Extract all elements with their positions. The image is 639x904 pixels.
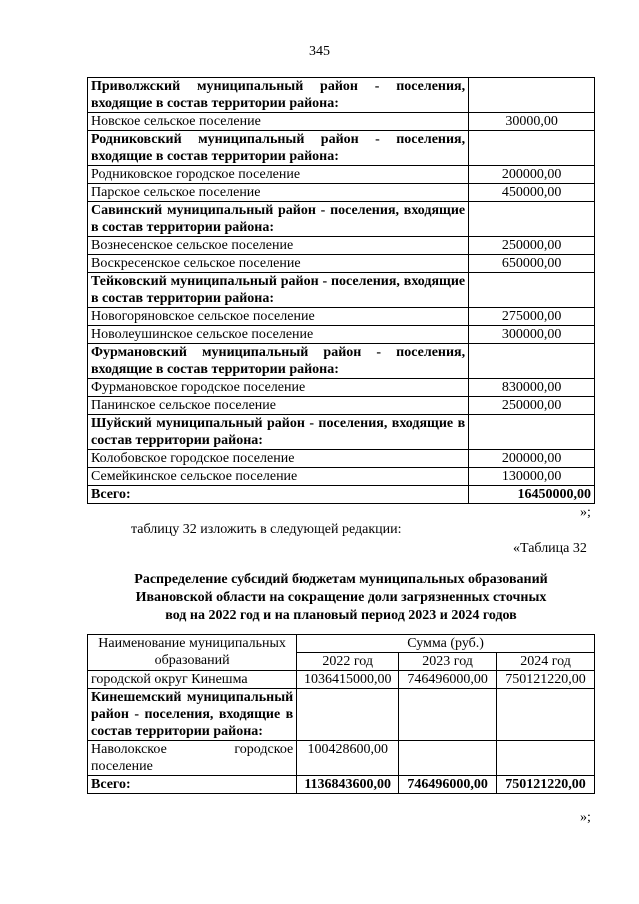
table-heading <box>87 571 595 625</box>
cell-name: Воскресенское сельское поселение <box>88 255 469 273</box>
heading-line: вод на 2022 год и на плановый период 2023 и 2024 годов <box>165 608 517 623</box>
cell-amount <box>469 78 595 113</box>
cell-name: Новское сельское поселение <box>88 113 469 131</box>
district-heading-row <box>88 415 595 450</box>
cell-name: Семейкинское сельское поселение <box>88 468 469 486</box>
cell-district-name: Родниковский муниципальный район - поселения, входящие в состав территории района: <box>88 131 469 166</box>
cell-amount <box>469 131 595 166</box>
heading-line: Ивановской области на сокращение доли загрязненных сточных <box>135 590 547 605</box>
cell-district-name: Тейковский муниципальный район - поселения, входящие в состав территории района: <box>88 273 469 308</box>
cell-name: Наволокское городское поселение <box>88 741 297 776</box>
cell-name: Фурмановское городское поселение <box>88 379 469 397</box>
closing-quote: »; <box>580 505 591 520</box>
cell-amount: 250000,00 <box>469 237 595 255</box>
cell-amount <box>469 415 595 450</box>
cell-amount: 200000,00 <box>469 450 595 468</box>
page-number: 345 <box>309 44 330 59</box>
cell-empty <box>399 689 497 741</box>
cell-district-name: Кинешемский муниципальный район - поселения, входящие в состав территории района: <box>88 689 297 741</box>
cell-name: городской округ Кинешма <box>88 671 297 689</box>
cell-value: 750121220,00 <box>497 671 595 689</box>
cell-value: 746496000,00 <box>399 671 497 689</box>
column-header-year: 2024 год <box>497 653 595 671</box>
cell-amount <box>469 202 595 237</box>
cell-total-value: 750121220,00 <box>497 776 595 794</box>
cell-amount: 450000,00 <box>469 184 595 202</box>
cell-name: Родниковское городское поселение <box>88 166 469 184</box>
table-row-total <box>88 486 595 504</box>
cell-name: Новогоряновское сельское поселение <box>88 308 469 326</box>
district-heading-row <box>88 202 595 237</box>
cell-amount: 650000,00 <box>469 255 595 273</box>
cell-district-name: Савинский муниципальный район - поселения, входящие в состав территории района: <box>88 202 469 237</box>
table-row <box>88 468 595 486</box>
table-row <box>88 237 595 255</box>
cell-total-value: 1136843600,00 <box>297 776 399 794</box>
cell-name: Колобовское городское поселение <box>88 450 469 468</box>
table-row <box>88 255 595 273</box>
instruction-text: таблицу 32 изложить в следующей редакции: <box>131 522 402 537</box>
cell-value: 1036415000,00 <box>297 671 399 689</box>
cell-empty <box>497 689 595 741</box>
cell-amount: 250000,00 <box>469 397 595 415</box>
subsidy-table-1 <box>87 77 595 504</box>
table-header-row <box>88 635 595 653</box>
cell-name: Новолеушинское сельское поселение <box>88 326 469 344</box>
cell-district-name: Фурмановский муниципальный район - поселения, входящие в состав территории района: <box>88 344 469 379</box>
cell-amount: 200000,00 <box>469 166 595 184</box>
heading-line: Распределение субсидий бюджетам муниципальных образований <box>134 572 548 587</box>
table-row <box>88 113 595 131</box>
cell-district-name: Приволжский муниципальный район - поселения, входящие в состав территории района: <box>88 78 469 113</box>
cell-value <box>399 741 497 776</box>
cell-value: 100428600,00 <box>297 741 399 776</box>
table-row <box>88 397 595 415</box>
table-row <box>88 166 595 184</box>
table-row <box>88 450 595 468</box>
cell-total-value: 746496000,00 <box>399 776 497 794</box>
cell-total-label: Всего: <box>88 776 297 794</box>
column-header-year: 2022 год <box>297 653 399 671</box>
table-row <box>88 308 595 326</box>
subsidy-table-1-body <box>88 78 595 504</box>
cell-name: Панинское сельское поселение <box>88 397 469 415</box>
table-reference: «Таблица 32 <box>513 541 587 556</box>
cell-amount <box>469 273 595 308</box>
cell-amount: 275000,00 <box>469 308 595 326</box>
district-heading-row <box>88 131 595 166</box>
district-heading-row <box>88 273 595 308</box>
cell-amount <box>469 344 595 379</box>
cell-total-value: 16450000,00 <box>469 486 595 504</box>
cell-amount: 130000,00 <box>469 468 595 486</box>
district-heading-row <box>88 344 595 379</box>
table-row <box>88 326 595 344</box>
cell-value <box>497 741 595 776</box>
cell-name: Парское сельское поселение <box>88 184 469 202</box>
cell-name: Вознесенское сельское поселение <box>88 237 469 255</box>
table-row-total <box>88 776 595 794</box>
table-row-district <box>88 689 595 741</box>
table-row <box>88 741 595 776</box>
table-row <box>88 379 595 397</box>
closing-quote: »; <box>580 810 591 825</box>
column-header-year: 2023 год <box>399 653 497 671</box>
cell-district-name: Шуйский муниципальный район - поселения, входящие в состав территории района: <box>88 415 469 450</box>
table-row <box>88 671 595 689</box>
column-header-name: Наименование муниципальных образований <box>88 635 297 671</box>
cell-amount: 300000,00 <box>469 326 595 344</box>
subsidy-table-2 <box>87 634 595 794</box>
cell-total-label: Всего: <box>88 486 469 504</box>
cell-empty <box>297 689 399 741</box>
cell-amount: 830000,00 <box>469 379 595 397</box>
table-row <box>88 184 595 202</box>
cell-amount: 30000,00 <box>469 113 595 131</box>
district-heading-row <box>88 78 595 113</box>
column-header-sum: Сумма (руб.) <box>297 635 595 653</box>
